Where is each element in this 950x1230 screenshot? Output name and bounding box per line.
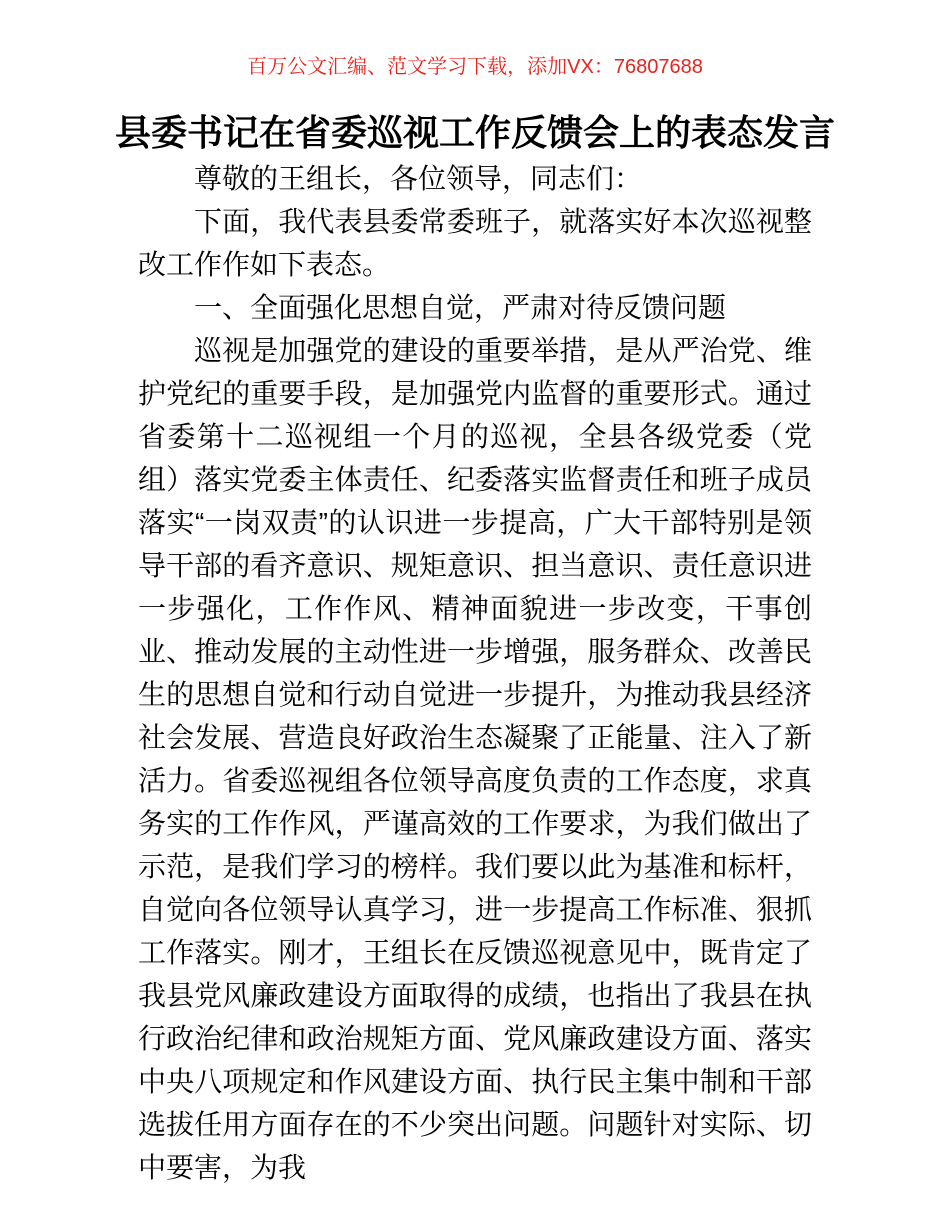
section-one-body-paragraph: 巡视是加强党的建设的重要举措，是从严治党、维护党纪的重要手段，是加强党内监督的重要形式。通过省委第十二巡视组一个月的巡视，全县各级党委（党组）落实党委主体责任、纪委落实监督责任和班子成员落实“一岗双责”的认识进一步提高，广大干部特别是领导干部的看齐意识、规矩意识、担当意识、责任意识进一步强化，工作作风、精神面貌进一步改变，干事创业、推动发展的主动性进一步增强，服务群众、改善民生的思想自觉和行动自觉进一步提升，为推动我县经济社会发展、营造良好政治生态凝聚了正能量、注入了新活力。省委巡视组各位领导高度负责的工作态度，求真务实的工作作风，严谨高效的工作要求，为我们做出了示范，是我们学习的榜样。我们要以此为基准和标杆，自觉向各位领导认真学习，进一步提高工作标准、狠抓工作落实。刚才，王组长在反馈巡视意见中，既肯定了我县党风廉政建设方面取得的成绩，也指出了我县在执行政治纪律和政治规矩方面、党风廉政建设方面、落实中央八项规定和作风建设方面、执行民主集中制和干部选拔任用方面存在的不少突出问题。问题针对实际、切中要害，为我 — [138, 335, 812, 1183]
document-body — [138, 157, 812, 1189]
header-notice: 百万公文汇编、范文学习下载，添加VX：76807688 — [247, 56, 703, 78]
section-one-heading: 一、全面强化思想自觉，严肃对待反馈问题 — [194, 292, 727, 323]
salutation-paragraph: 尊敬的王组长，各位领导，同志们： — [194, 163, 643, 194]
intro-paragraph: 下面，我代表县委常委班子，就落实好本次巡视整改工作作如下表态。 — [138, 206, 812, 280]
document-title: 县委书记在省委巡视工作反馈会上的表态发言 — [114, 112, 835, 153]
